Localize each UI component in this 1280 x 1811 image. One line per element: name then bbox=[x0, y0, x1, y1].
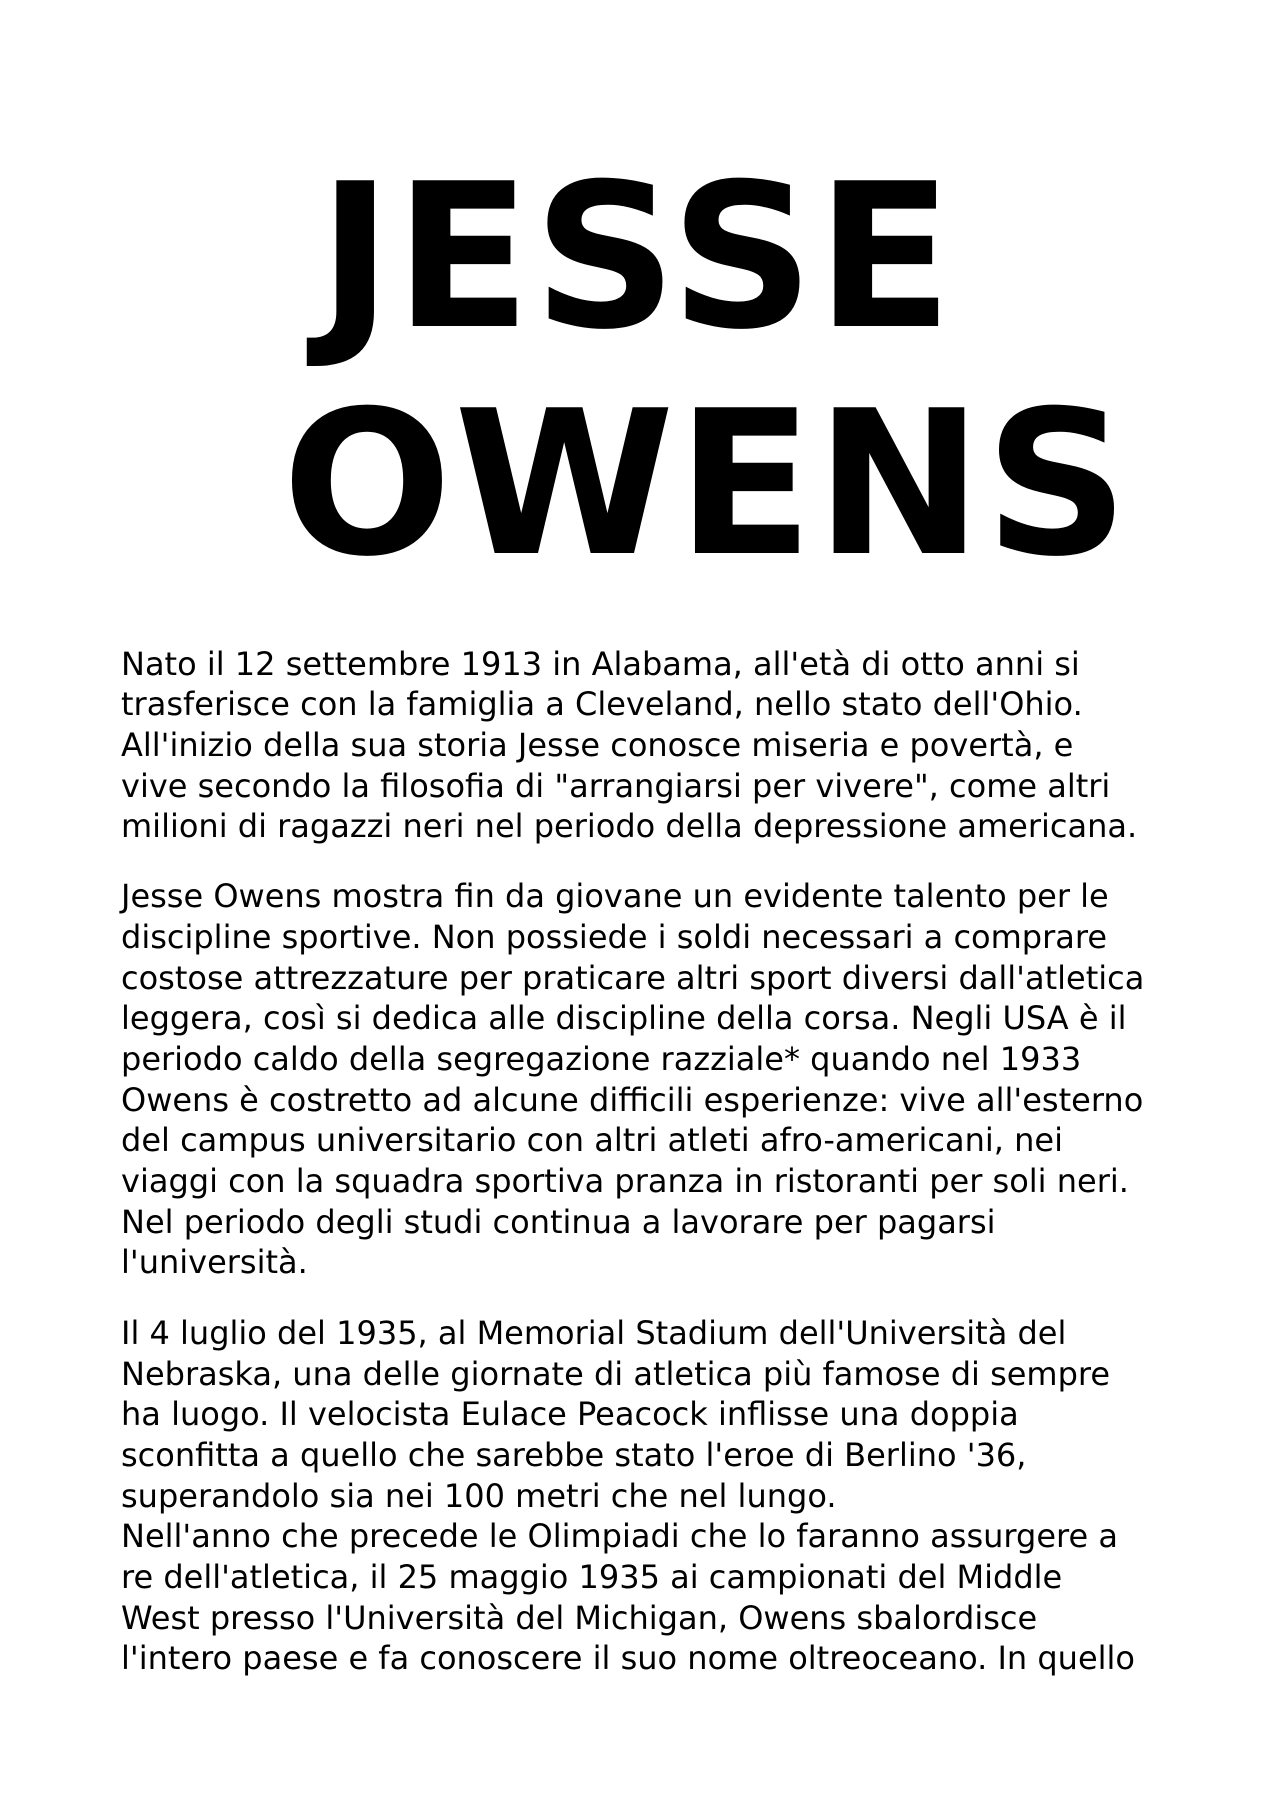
text-line: Jesse Owens mostra fin da giovane un evidente talento per le bbox=[121, 877, 1109, 915]
text-line: Nell'anno che precede le Olimpiadi che lo faranno assurgere a bbox=[121, 1517, 1118, 1555]
text-line: Il 4 luglio del 1935, al Memorial Stadium dell'Università del bbox=[121, 1314, 1067, 1352]
text-line: trasferisce con la famiglia a Cleveland, nello stato dell'Ohio. bbox=[121, 685, 1083, 723]
title-line-2: OWENS bbox=[282, 368, 1131, 601]
text-line: Owens è costretto ad alcune difficili esperienze: vive all'esterno bbox=[121, 1081, 1144, 1119]
text-line: periodo caldo della segregazione razziale* quando nel 1933 bbox=[121, 1040, 1082, 1078]
text-line: Nebraska, una delle giornate di atletica più famose di sempre bbox=[121, 1355, 1111, 1393]
text-line: viaggi con la squadra sportiva pranza in ristoranti per soli neri. bbox=[121, 1162, 1129, 1200]
text-line: re dell'atletica, il 25 maggio 1935 ai campionati del Middle bbox=[121, 1558, 1063, 1596]
text-line: milioni di ragazzi neri nel periodo della depressione americana. bbox=[121, 807, 1138, 845]
text-line: l'intero paese e fa conoscere il suo nome oltreoceano. In quello bbox=[121, 1639, 1135, 1677]
text-line: superandolo sia nei 100 metri che nel lungo. bbox=[121, 1477, 837, 1515]
text-line: costose attrezzature per praticare altri sport diversi dall'atletica bbox=[121, 959, 1145, 997]
text-line: ha luogo. Il velocista Eulace Peacock inflisse una doppia bbox=[121, 1395, 1019, 1433]
text-line: l'università. bbox=[121, 1243, 308, 1281]
text-line: All'inizio della sua storia Jesse conosce miseria e povertà, e bbox=[121, 726, 1074, 764]
text-line: vive secondo la filosofia di "arrangiarsi per vivere", come altri bbox=[121, 767, 1111, 805]
text-line: sconfitta a quello che sarebbe stato l'eroe di Berlino '36, bbox=[121, 1436, 1027, 1474]
text-line: West presso l'Università del Michigan, Owens sbalordisce bbox=[121, 1599, 1038, 1637]
text-line: Nel periodo degli studi continua a lavorare per pagarsi bbox=[121, 1203, 996, 1241]
text-line: del campus universitario con altri atleti afro-americani, nei bbox=[121, 1121, 1063, 1159]
title-line-1: JESSE bbox=[318, 141, 955, 374]
text-line: leggera, così si dedica alle discipline della corsa. Negli USA è il bbox=[121, 999, 1127, 1037]
text-line: discipline sportive. Non possiede i soldi necessari a comprare bbox=[121, 918, 1108, 956]
text-line: Nato il 12 settembre 1913 in Alabama, all'età di otto anni si bbox=[121, 645, 1080, 683]
